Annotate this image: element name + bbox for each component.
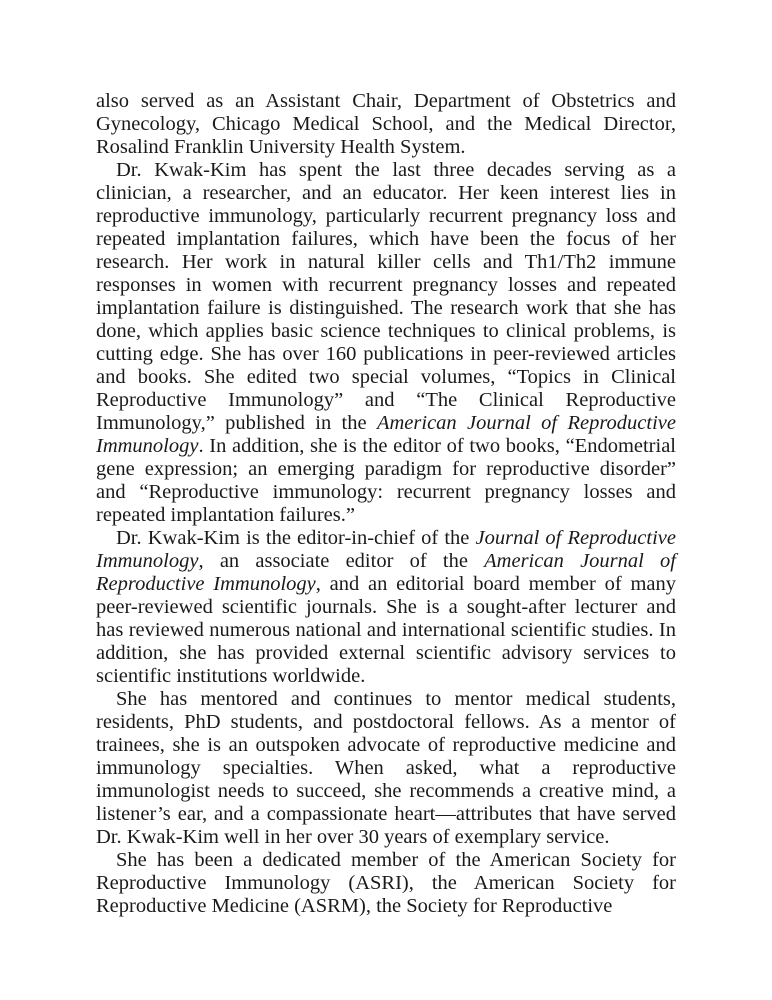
journal-title: American Journal of Reproductive Immunology <box>96 550 676 595</box>
paragraph-1 <box>96 90 676 159</box>
paragraph-3 <box>96 527 676 688</box>
paragraph-4 <box>96 688 676 849</box>
paragraph-text: Dr. Kwak-Kim has spent the last three decades serving as a clinician, a researcher, and an educator. Her keen interest lies in reproductive immunology, particularly recurrent pregnancy loss and repeated implantation failures, which have been the focus of her research. Her work in natural killer cells and Th1/Th2 immune responses in women with recurrent pregnancy losses and repeated implantation failure is distinguished. The research work that she has done, which applies basic science techniques to clinical problems, is cutting edge. She has over 160 publications in peer-reviewed articles and books. She edited two special volumes, “Topics in Clinical Reproductive Immunology” and “The Clinical Reproductive Immunology,” published in the <box>96 159 676 434</box>
paragraph-text: She has been a dedicated member of the American Society for Reproductive Immunology (ASRI), the American Society for Reproductive Medicine (ASRM), the Society for Reproductive <box>96 849 676 917</box>
paragraph-text: , an associate editor of the <box>198 550 485 572</box>
paragraph-2 <box>96 159 676 527</box>
paragraph-text: Dr. Kwak-Kim is the editor-in-chief of the <box>116 527 476 549</box>
paragraph-text: , and an editorial board member of many peer-reviewed scientific journals. She is a sought-after lecturer and has reviewed numerous national and international scientific studies. In addition, she has provided external scientific advisory services to scientific institutions worldwide. <box>96 573 676 687</box>
paragraph-text: . In addition, she is the editor of two books, “Endometrial gene expression; an emerging paradigm for reproductive disorder” and “Reproductive immunology: recurrent pregnancy losses and repeated implantation failures.” <box>96 435 676 526</box>
journal-title: Journal of Reproductive Immunology <box>96 527 676 572</box>
paragraph-text: She has mentored and continues to mentor medical students, residents, PhD students, and postdoctoral fellows. As a mentor of trainees, she is an outspoken advocate of reproductive medicine and immunology specialties. When asked, what a reproductive immunologist needs to succeed, she recommends a creative mind, a listener’s ear, and a compassionate heart—attributes that have served Dr. Kwak-Kim well in her over 30 years of exemplary service. <box>96 688 676 848</box>
journal-title: American Journal of Reproductive Immunology <box>96 412 676 457</box>
paragraph-text: also served as an Assistant Chair, Department of Obstetrics and Gynecology, Chicago Medical School, and the Medical Director, Rosalind Franklin University Health System. <box>96 90 676 158</box>
document-page <box>96 90 676 918</box>
paragraph-5 <box>96 849 676 918</box>
